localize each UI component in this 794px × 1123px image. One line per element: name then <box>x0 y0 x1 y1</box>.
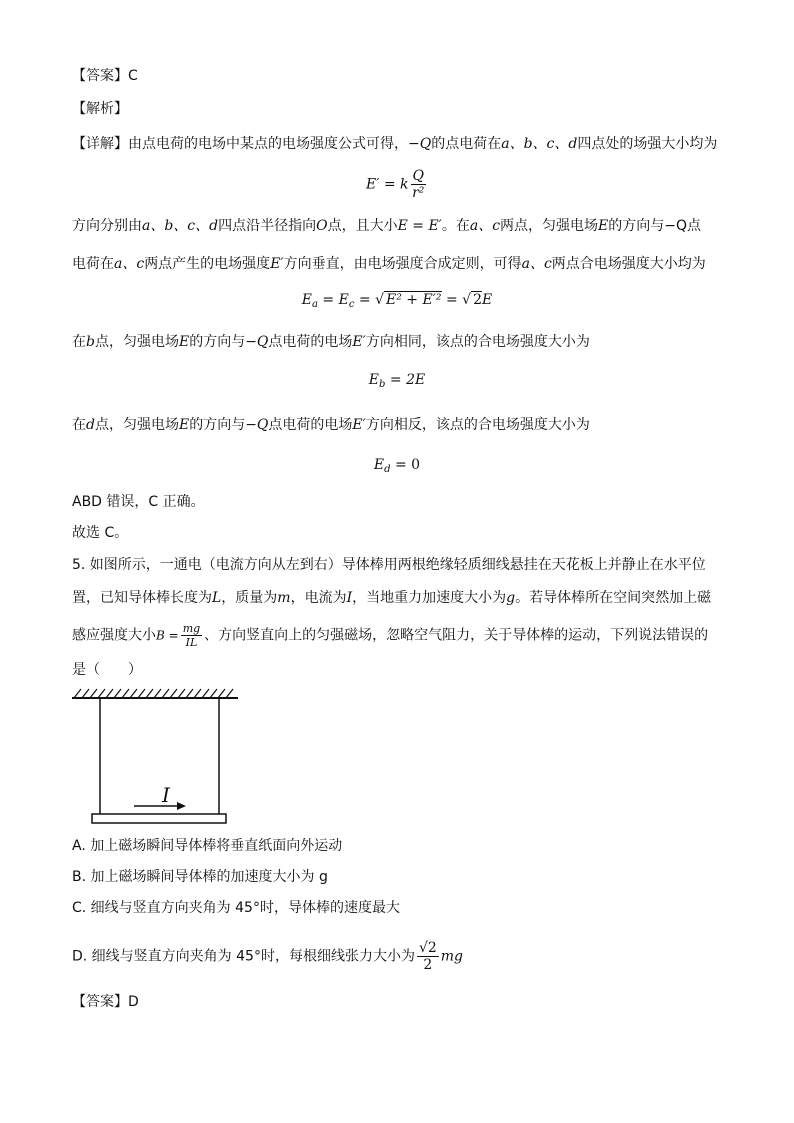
text: 在 <box>72 334 86 350</box>
points: a、b、c、d <box>501 136 578 152</box>
points: a、c <box>114 256 145 272</box>
detail-choice: 故选 C。 <box>72 525 129 541</box>
text: 方向相同，该点的合电场强度大小为 <box>365 334 590 350</box>
question-5-line-4: 是（ ） <box>72 662 142 678</box>
fraction-num: √2 <box>418 940 437 956</box>
text: 的方向与 <box>189 334 246 350</box>
eq-part: E <box>368 372 380 388</box>
symbol-g: g <box>506 590 516 606</box>
eq-part: = <box>354 292 376 308</box>
fraction-den: r² <box>412 185 425 201</box>
answer-5 <box>72 992 139 1012</box>
eq-part: = 0 <box>390 457 421 473</box>
field-symbol: E′ <box>352 334 366 350</box>
detail-label: 【详解】 <box>72 136 128 152</box>
text: D. 细线与竖直方向夹角为 45°时，每根细线张力大小为 <box>72 948 415 965</box>
text: ，当地重力加速度大小为 <box>352 590 507 606</box>
text: 点，匀强电场 <box>94 334 179 350</box>
text: ，质量为 <box>221 590 278 606</box>
field-symbol: E <box>178 334 190 350</box>
answer-value: D <box>128 994 139 1010</box>
field-symbol: E′ <box>270 256 284 272</box>
fraction-num: Q <box>412 168 424 184</box>
symbol-m: m <box>277 590 291 606</box>
fraction <box>411 168 426 201</box>
text: 四点沿半径指向 <box>218 218 317 234</box>
text: 方向分别由 <box>72 218 142 234</box>
eq-part: = E <box>317 292 349 308</box>
question-5-line-2 <box>72 588 711 608</box>
answer-value: C <box>128 68 138 84</box>
question-5-line-1: 5. 如图所示，一通电（电流方向从左到右）导体棒用两根绝缘轻质细线悬挂在天花板上并静止在水平位 <box>72 557 706 573</box>
point-o: O <box>316 218 328 234</box>
text: 感应强度大小 <box>72 627 156 644</box>
answer-label: 【答案】 <box>72 994 128 1010</box>
detail-line-2 <box>72 216 701 236</box>
analysis-label: 【解析】 <box>72 101 128 117</box>
fraction-den: IL <box>185 636 198 649</box>
points: a、c <box>521 256 552 272</box>
figure-suspended-rod <box>70 686 240 828</box>
points: a、b、c、d <box>142 218 219 234</box>
option-d <box>72 940 463 973</box>
detail-line-4 <box>72 332 590 352</box>
text: 两点产生的电场强度 <box>144 256 271 272</box>
eq-part: E <box>301 292 313 308</box>
text: 方向相反，该点的合电场强度大小为 <box>365 417 590 433</box>
point-b: b <box>86 334 95 350</box>
text: 置，已知导体棒长度为 <box>72 590 212 606</box>
answer-prev <box>72 66 138 86</box>
text: 点，匀强电场 <box>94 417 179 433</box>
text: 点，且大小 <box>327 218 398 234</box>
eq-inline: E = E′ <box>397 218 442 234</box>
detail-line-5 <box>72 415 590 435</box>
sqrt-body: 2 <box>473 292 482 308</box>
sqrt-body: E² + E′² <box>386 292 442 308</box>
charge: −Q <box>408 136 432 152</box>
sqrt-sign: √ <box>462 292 472 308</box>
eq-part: = <box>441 292 463 308</box>
eq-sub: a <box>312 299 318 310</box>
eq-sub: b <box>379 379 386 390</box>
equation-2 <box>0 290 794 315</box>
text: 点电荷的电场 <box>268 417 353 433</box>
symbol-B: B = <box>156 628 179 643</box>
text: 两点合电场强度大小均为 <box>551 256 706 272</box>
detail-line-3 <box>72 254 706 274</box>
question-5-line-3 <box>72 622 708 649</box>
equation-4 <box>0 455 794 480</box>
detail-conclusion: ABD 错误，C 正确。 <box>72 494 205 510</box>
text: 的方向与−Q点 <box>608 218 702 234</box>
eq-lhs: E′ = k <box>366 176 409 193</box>
conductor-rod <box>92 814 226 823</box>
charge: −Q <box>245 334 269 350</box>
field-symbol: E <box>598 218 609 234</box>
fraction-num: mg <box>182 622 201 635</box>
fraction <box>417 940 439 973</box>
current-arrow-head <box>177 802 186 810</box>
charge: −Q <box>245 417 269 433</box>
equation-1 <box>0 168 794 201</box>
text: 由点电荷的电场中某点的电场强度公式可得， <box>128 136 408 152</box>
detail-line-1 <box>72 134 717 154</box>
text: 点电荷的电场 <box>268 334 353 350</box>
fraction <box>181 622 202 649</box>
fraction-den: 2 <box>423 957 433 973</box>
eq-sub: c <box>348 299 355 310</box>
text: 。若导体棒所在空间突然加上磁 <box>515 590 712 606</box>
text: 的方向与 <box>189 417 246 433</box>
sqrt-sign: √ <box>375 292 385 308</box>
option-b: B. 加上磁场瞬间导体棒的加速度大小为 g <box>72 869 328 885</box>
text: 。在 <box>441 218 470 234</box>
option-a: A. 加上磁场瞬间导体棒将垂直纸面向外运动 <box>72 838 343 854</box>
text: 、方向竖直向上的匀强磁场，忽略空气阻力，关于导体棒的运动，下列说法错误的 <box>204 627 709 644</box>
eq-sub: d <box>384 464 391 475</box>
eq-part: = 2E <box>385 372 426 388</box>
symbol-L: L <box>212 590 222 606</box>
text: 方向垂直，由电场强度合成定则，可得 <box>283 256 522 272</box>
equation-3 <box>0 370 794 395</box>
mg: mg <box>440 948 464 965</box>
ceiling-hatch <box>74 689 233 698</box>
eq-part: E <box>373 457 385 473</box>
field-symbol: E <box>178 417 190 433</box>
current-label: I <box>162 783 170 807</box>
text: 在 <box>72 417 86 433</box>
text: 两点，匀强电场 <box>500 218 599 234</box>
symbol-I: I <box>346 590 353 606</box>
points: a、c <box>469 218 501 234</box>
eq-part: E <box>481 292 493 308</box>
text: ，电流为 <box>290 590 347 606</box>
text: 四点处的场强大小均为 <box>577 136 718 152</box>
text: 电荷在 <box>72 256 114 272</box>
point-d: d <box>86 417 95 433</box>
answer-label: 【答案】 <box>72 68 128 84</box>
text: 的点电荷在 <box>431 136 502 152</box>
option-c: C. 细线与竖直方向夹角为 45°时，导体棒的速度最大 <box>72 900 400 916</box>
field-symbol: E′ <box>352 417 366 433</box>
